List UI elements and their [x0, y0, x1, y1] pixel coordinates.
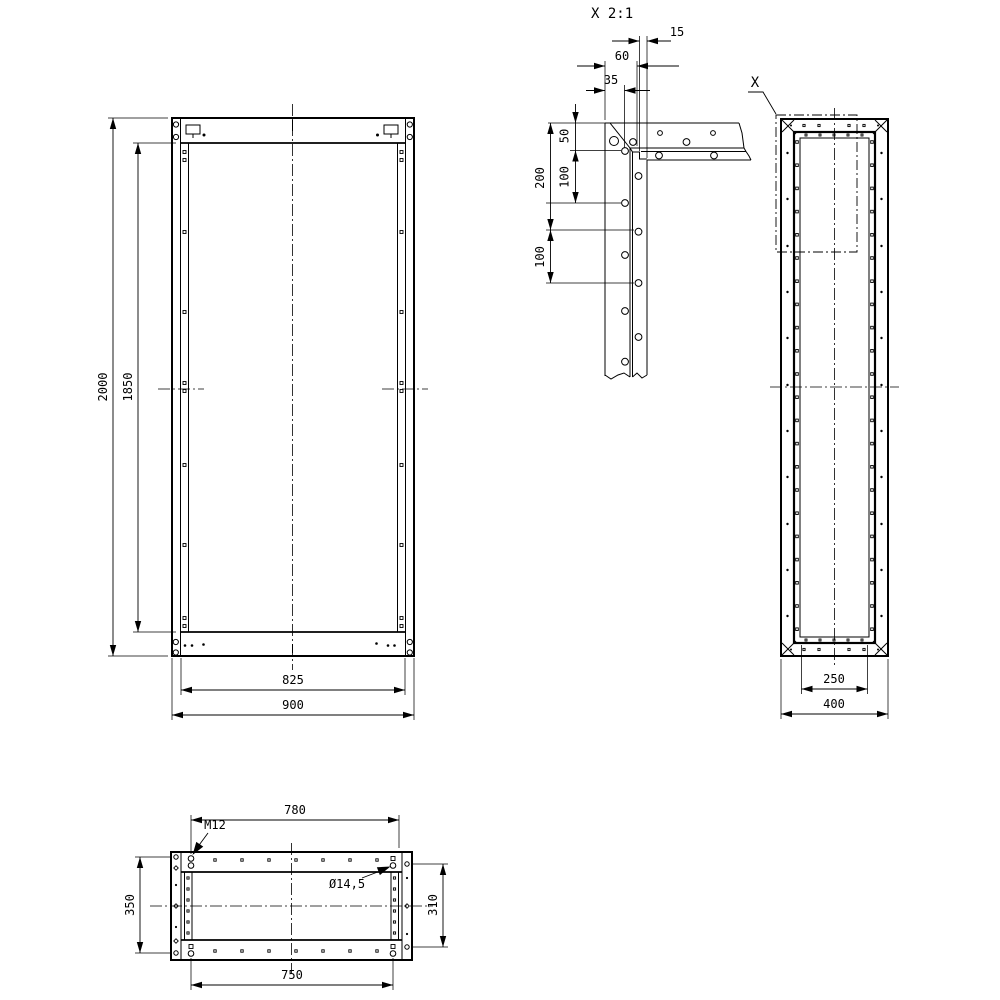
hole-square: [871, 303, 874, 306]
dimension-arrow: [440, 936, 446, 947]
hole-square: [796, 582, 799, 585]
hole-square: [183, 390, 186, 393]
hole-dot: [790, 649, 792, 651]
hole-square: [803, 648, 805, 650]
hole-circle: [188, 863, 194, 869]
hole-dot: [880, 245, 882, 247]
hole-dot: [175, 884, 177, 886]
dimension-arrow: [857, 686, 868, 692]
hole-square: [819, 134, 821, 136]
hole-square: [400, 464, 403, 467]
drawing-polyline: [739, 123, 744, 148]
dimension-arrow: [594, 87, 605, 93]
hole-square: [796, 442, 799, 445]
hole-square: [871, 326, 874, 329]
label-thread-label: M12: [204, 818, 226, 832]
hole-square: [268, 950, 270, 952]
dimension-arrow: [572, 151, 578, 162]
hole-square: [871, 512, 874, 515]
hole-square: [796, 326, 799, 329]
hole-square: [393, 899, 395, 901]
hole-square: [796, 350, 799, 353]
hole-square: [796, 257, 799, 260]
dimension-arrow: [572, 192, 578, 203]
hole-circle: [390, 951, 396, 957]
drawing-line: [873, 641, 887, 655]
hole-square: [796, 164, 799, 167]
dimension-arrow: [547, 219, 553, 230]
hole-square: [871, 373, 874, 376]
hole-circle: [622, 252, 629, 259]
hole-dot: [175, 926, 177, 928]
hole-circle: [635, 173, 642, 180]
hole-dot: [786, 245, 788, 247]
hole-circle: [610, 137, 619, 146]
hole-square: [796, 210, 799, 213]
hole-square: [376, 950, 378, 952]
hole-square: [187, 910, 189, 912]
dimension-arrow: [191, 817, 202, 823]
hole-circle: [407, 639, 412, 644]
hole-square: [295, 859, 297, 861]
hole-circle: [188, 951, 194, 957]
leader-arrow: [193, 842, 204, 855]
hole-square: [268, 859, 270, 861]
hole-square: [847, 639, 849, 641]
hole-square: [796, 628, 799, 631]
hole-dot: [786, 523, 788, 525]
hole-square: [818, 124, 820, 126]
hole-circle: [622, 200, 629, 207]
dimension-text-dv-100-upper: 100: [557, 166, 572, 188]
hole-square: [393, 877, 395, 879]
dimension-text-bv-750: 750: [281, 968, 303, 982]
dimension-arrow: [172, 712, 183, 718]
hole-dot: [786, 476, 788, 478]
hole-square: [871, 558, 874, 561]
hole-square: [805, 639, 807, 641]
drawing-line: [782, 120, 796, 134]
hole-dot: [387, 644, 390, 647]
hole-square: [871, 489, 874, 492]
hole-dot: [191, 644, 194, 647]
hole-square: [871, 141, 874, 144]
dimension-arrow: [547, 123, 553, 134]
hole-dot: [877, 125, 879, 127]
hole-square: [796, 373, 799, 376]
hole-square: [803, 124, 805, 126]
hole-square: [796, 512, 799, 515]
hole-circle: [635, 228, 642, 235]
dimension-arrow: [572, 112, 578, 123]
hole-square: [214, 859, 216, 861]
dimension-arrow: [403, 712, 414, 718]
dimension-text-sv-400: 400: [823, 697, 845, 711]
hole-dot: [880, 198, 882, 200]
hole-circle: [683, 139, 690, 146]
hole-dot: [375, 642, 378, 645]
hole-circle: [622, 148, 629, 155]
hole-square: [819, 639, 821, 641]
hole-square: [322, 950, 324, 952]
drawing-polyline: [746, 152, 751, 161]
hole-dot: [786, 384, 788, 386]
drawing-polyline: [633, 152, 648, 159]
hole-square: [400, 617, 403, 620]
hole-square: [796, 396, 799, 399]
hole-square: [187, 899, 189, 901]
dimension-arrow: [137, 857, 143, 868]
hole-dot: [184, 644, 187, 647]
hole-square: [295, 950, 297, 952]
label-detail-title: X 2:1: [591, 6, 634, 22]
hole-circle: [173, 639, 178, 644]
dimension-arrow: [181, 687, 192, 693]
dimension-text-fv-1850: 1850: [121, 372, 135, 402]
hole-square: [861, 134, 863, 136]
hole-dot: [880, 291, 882, 293]
hole-square: [796, 489, 799, 492]
dimension-arrow: [110, 118, 116, 129]
hole-circle: [174, 855, 178, 859]
leader-line: [748, 92, 776, 114]
dimension-arrow: [594, 63, 605, 69]
hole-circle: [622, 308, 629, 315]
dimension-text-sv-250: 250: [823, 672, 845, 686]
hole-square: [818, 648, 820, 650]
hole-square: [871, 582, 874, 585]
hole-square: [400, 231, 403, 234]
hole-diamond: [174, 939, 179, 944]
dimension-arrow: [137, 942, 143, 953]
hole-diamond: [174, 866, 179, 871]
hole-square: [183, 544, 186, 547]
hole-square: [183, 159, 186, 162]
hole-square: [796, 303, 799, 306]
hole-dot: [880, 430, 882, 432]
hole-square: [400, 544, 403, 547]
hole-circle: [174, 951, 178, 955]
dimension-arrow: [625, 87, 636, 93]
hole-dot: [203, 134, 206, 137]
frame-rect: [172, 118, 414, 656]
dimension-arrow: [191, 982, 202, 988]
hole-circle: [173, 134, 178, 139]
hole-square: [796, 466, 799, 469]
dimension-arrow: [547, 230, 553, 241]
dimension-arrow: [135, 143, 141, 154]
hole-square: [847, 134, 849, 136]
dimension-text-fv-2000: 2000: [96, 372, 110, 402]
hole-dot: [880, 569, 882, 571]
leader-arrow: [377, 867, 391, 876]
hole-square: [796, 535, 799, 538]
label-detail-marker: X: [750, 75, 760, 91]
dimension-arrow: [440, 864, 446, 875]
dimension-arrow: [637, 63, 648, 69]
dimension-arrow: [388, 817, 399, 823]
hole-square: [400, 382, 403, 385]
hole-dot: [786, 430, 788, 432]
frame-rect: [186, 125, 200, 134]
hole-dot: [880, 523, 882, 525]
hole-square: [393, 921, 395, 923]
hole-square: [796, 605, 799, 608]
hole-square: [400, 390, 403, 393]
hole-square: [796, 280, 799, 283]
drawing-line: [873, 120, 887, 134]
hole-square: [871, 442, 874, 445]
hole-square: [400, 625, 403, 628]
hole-dot: [880, 337, 882, 339]
hole-square: [848, 648, 850, 650]
dimension-arrow: [802, 686, 813, 692]
hole-square: [393, 932, 395, 934]
dimension-arrow: [382, 982, 393, 988]
hole-square: [214, 950, 216, 952]
hole-square: [871, 350, 874, 353]
hole-circle: [711, 131, 716, 136]
hole-square: [349, 859, 351, 861]
hole-dot: [877, 649, 879, 651]
hole-square: [871, 628, 874, 631]
dimension-text-fv-900: 900: [282, 698, 304, 712]
hole-square: [805, 134, 807, 136]
dimension-arrow: [547, 272, 553, 283]
hole-dot: [786, 569, 788, 571]
dimension-text-dv-35: 35: [603, 73, 619, 87]
drawing-polyline: [744, 148, 746, 152]
hole-square: [187, 877, 189, 879]
hole-circle: [635, 334, 642, 341]
hole-square: [871, 210, 874, 213]
hole-square: [871, 234, 874, 237]
hole-square: [871, 419, 874, 422]
dimension-text-dv-60: 60: [614, 49, 630, 63]
hole-square: [871, 535, 874, 538]
hole-dot: [880, 384, 882, 386]
dimension-text-bv-780: 780: [284, 803, 306, 817]
hole-square: [400, 151, 403, 154]
dimension-text-dv-200: 200: [533, 167, 547, 189]
hole-square: [391, 945, 395, 949]
hole-dot: [786, 291, 788, 293]
label-hole-dia-label: Ø14,5: [328, 877, 366, 891]
hole-square: [183, 231, 186, 234]
hole-circle: [407, 134, 412, 139]
hole-circle: [173, 122, 178, 127]
hole-square: [376, 859, 378, 861]
hole-circle: [188, 856, 194, 862]
hole-circle: [405, 945, 409, 949]
hole-circle: [656, 152, 663, 159]
hole-square: [241, 859, 243, 861]
hole-square: [183, 382, 186, 385]
hole-circle: [407, 122, 412, 127]
hole-square: [393, 910, 395, 912]
hole-square: [796, 234, 799, 237]
hole-square: [391, 857, 395, 861]
hole-square: [393, 888, 395, 890]
hole-square: [861, 639, 863, 641]
hole-circle: [711, 152, 718, 159]
hole-circle: [173, 650, 178, 655]
hole-dot: [406, 933, 408, 935]
hole-dot: [786, 152, 788, 154]
dimension-text-fv-825: 825: [282, 673, 304, 687]
drawing-line: [610, 123, 630, 148]
hole-dot: [393, 644, 396, 647]
hole-square: [400, 311, 403, 314]
hole-dot: [786, 337, 788, 339]
hole-square: [833, 134, 835, 136]
hole-square: [871, 280, 874, 283]
hole-square: [871, 187, 874, 190]
hole-dot: [786, 615, 788, 617]
hole-dot: [880, 152, 882, 154]
hole-circle: [390, 863, 396, 869]
dimension-arrow: [877, 711, 888, 717]
dimension-text-dv-100-lower: 100: [533, 246, 547, 268]
dimension-text-bv-310: 310: [426, 894, 440, 916]
dimension-arrow: [110, 645, 116, 656]
hole-dot: [790, 125, 792, 127]
hole-square: [796, 187, 799, 190]
hole-square: [183, 311, 186, 314]
hole-square: [183, 617, 186, 620]
hole-square: [183, 625, 186, 628]
dimension-arrow: [629, 38, 640, 44]
hole-square: [322, 859, 324, 861]
hole-dot: [880, 615, 882, 617]
hole-circle: [405, 862, 409, 866]
hole-square: [187, 921, 189, 923]
hole-square: [796, 419, 799, 422]
dimension-text-dv-15: 15: [669, 25, 685, 39]
hole-circle: [630, 139, 637, 146]
frame-rect: [384, 125, 398, 134]
dimension-text-dv-50: 50: [557, 128, 572, 144]
hole-dot: [880, 476, 882, 478]
hole-square: [863, 124, 865, 126]
hole-square: [183, 151, 186, 154]
hole-square: [871, 257, 874, 260]
hole-square: [848, 124, 850, 126]
dimension-arrow: [781, 711, 792, 717]
drawing-polyline: [633, 373, 648, 378]
hole-square: [833, 639, 835, 641]
hole-circle: [407, 650, 412, 655]
hole-square: [863, 648, 865, 650]
drawing-polyline: [605, 373, 630, 379]
hole-square: [871, 605, 874, 608]
hole-square: [187, 932, 189, 934]
detail-region-box: [776, 115, 857, 252]
hole-square: [871, 396, 874, 399]
hole-dot: [202, 643, 205, 646]
hole-square: [871, 164, 874, 167]
dimension-text-bv-350: 350: [123, 894, 137, 916]
dimension-arrow: [647, 38, 658, 44]
dimension-arrow: [135, 621, 141, 632]
hole-square: [400, 159, 403, 162]
drawing-line: [782, 641, 796, 655]
hole-square: [241, 950, 243, 952]
dimension-arrow: [394, 687, 405, 693]
hole-square: [796, 141, 799, 144]
hole-circle: [622, 358, 629, 365]
hole-dot: [786, 198, 788, 200]
hole-dot: [376, 134, 379, 137]
hole-dot: [406, 877, 408, 879]
hole-square: [183, 464, 186, 467]
hole-square: [187, 888, 189, 890]
hole-square: [796, 558, 799, 561]
hole-circle: [635, 280, 642, 287]
hole-square: [349, 950, 351, 952]
hole-square: [189, 945, 193, 949]
hole-square: [871, 466, 874, 469]
hole-circle: [658, 131, 663, 136]
